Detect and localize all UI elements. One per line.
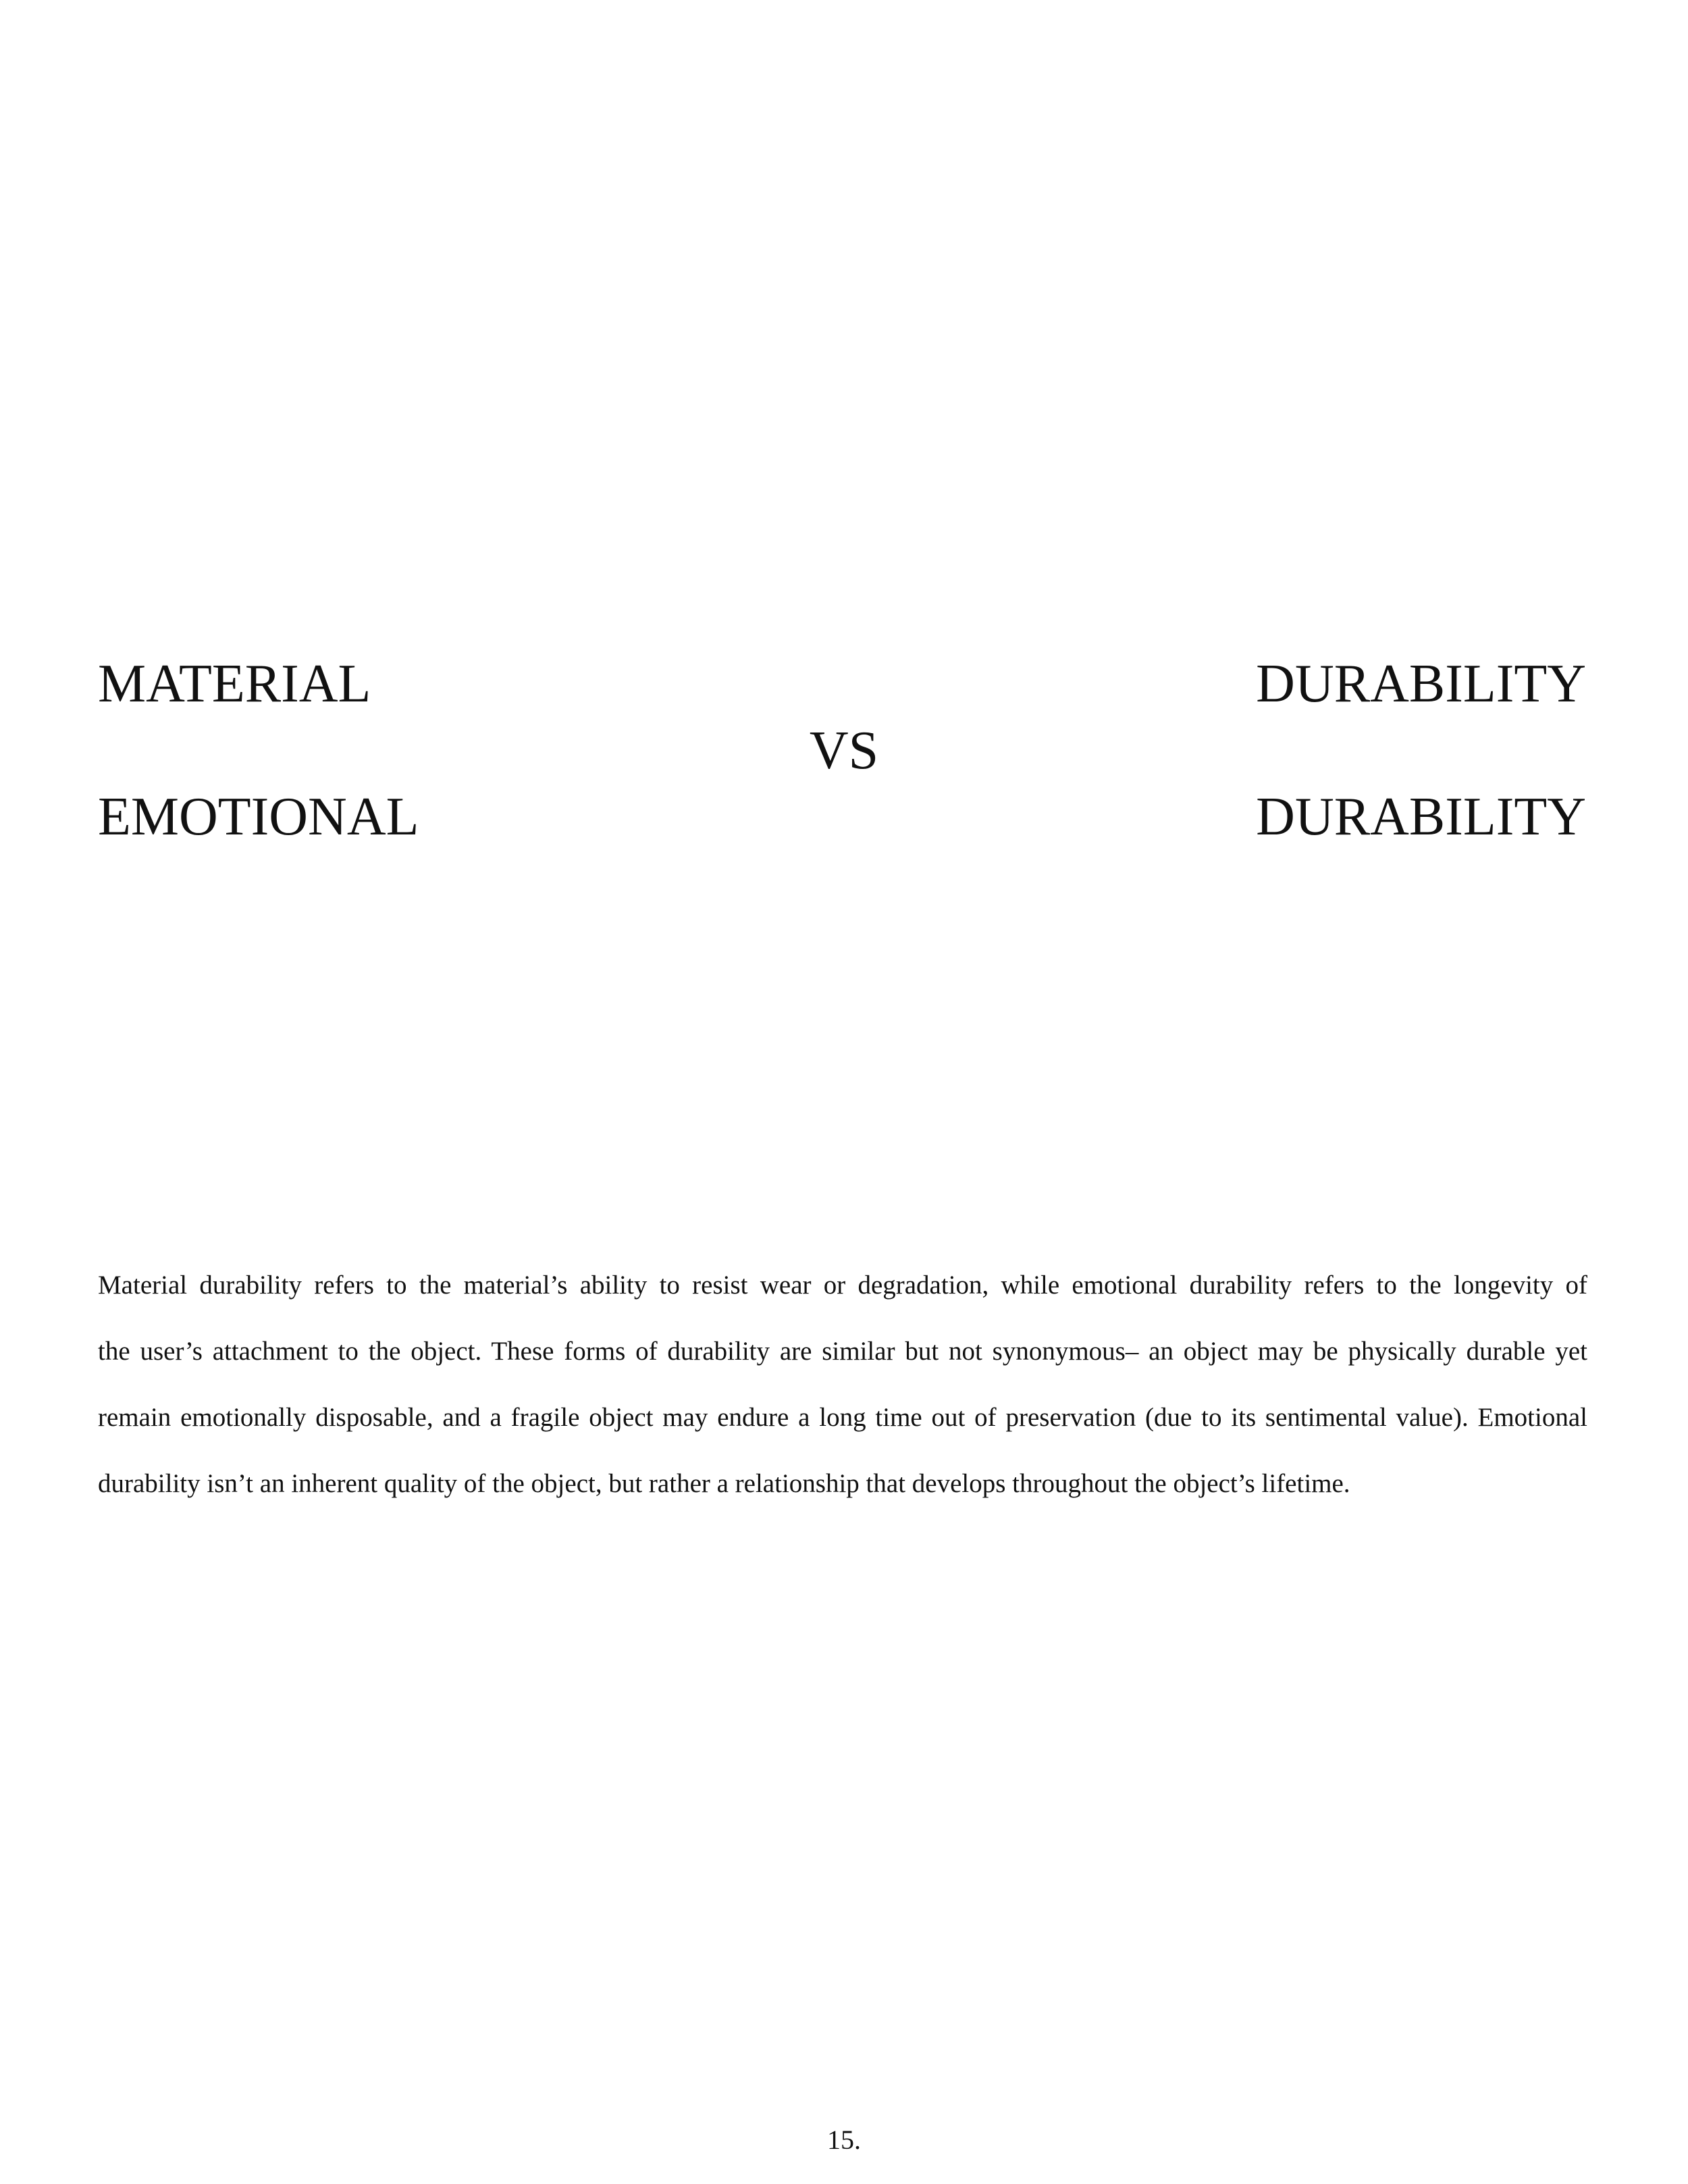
heading-durability-bottom: DURABILITY [1256, 787, 1586, 847]
body-line-1: Material durability refers to the material’s ability to resist wear or degradation, while emotional durability refers to the longevity of [98, 1271, 1587, 1300]
body-line-3: remain emotionally disposable, and a fragile object may endure a long time out of preservation (due to its sentimental value). Emotional [98, 1403, 1587, 1432]
heading-vs: VS [809, 721, 879, 780]
body-line-2: the user’s attachment to the object. These forms of durability are similar but not synonymous– an object may be physically durable yet [98, 1337, 1587, 1366]
body-paragraph [98, 1252, 1587, 1517]
body-line-4: durability isn’t an inherent quality of the object, but rather a relationship that develops throughout the object’s lifetime. [98, 1469, 1350, 1498]
heading-material: MATERIAL [98, 654, 371, 714]
page-number: 15. [827, 2125, 861, 2155]
heading-emotional: EMOTIONAL [98, 787, 419, 847]
heading-durability-top: DURABILITY [1256, 654, 1586, 714]
